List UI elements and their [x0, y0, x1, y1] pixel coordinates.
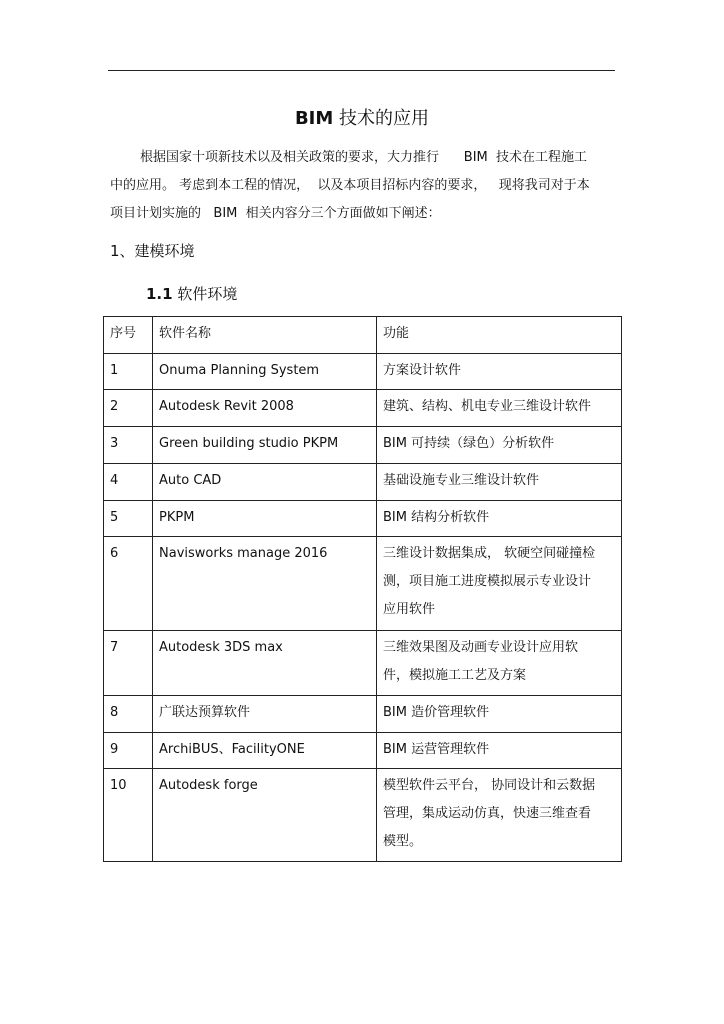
cell-no: 10	[104, 769, 153, 862]
function-line: 测，项目施工进度模拟展示专业设计	[383, 574, 592, 589]
title-bim: BIM	[294, 108, 334, 129]
cell-no: 8	[104, 696, 153, 733]
function-line: 件，模拟施工工艺及方案	[383, 668, 527, 683]
cell-function	[377, 769, 622, 862]
cell-name: Green building studio PKPM	[153, 427, 377, 464]
software-table	[103, 316, 622, 862]
function-line: 管理，集成运动仿真，快速三维查看	[383, 806, 592, 821]
header-name: 软件名称	[153, 317, 377, 354]
table-row	[104, 769, 622, 862]
cell-function: BIM 结构分析软件	[377, 501, 622, 537]
table-row	[104, 631, 622, 696]
table-row	[104, 696, 622, 733]
table-row	[104, 427, 622, 464]
section-heading-1: 1、建模环境	[110, 242, 195, 260]
cell-no: 4	[104, 464, 153, 501]
section-number: 1.1	[146, 285, 173, 303]
cell-function	[377, 631, 622, 696]
cell-name: Auto CAD	[153, 464, 377, 501]
section-heading-1-1	[146, 284, 237, 304]
header-no: 序号	[104, 317, 153, 354]
table-row	[104, 537, 622, 631]
function-line: 三维效果图及动画专业设计应用软	[383, 640, 579, 655]
table-row	[104, 733, 622, 769]
cell-no: 6	[104, 537, 153, 631]
cell-name: Autodesk forge	[153, 769, 377, 862]
function-line: 模型软件云平台， 协同设计和云数据	[383, 778, 596, 793]
cell-function: 基础设施专业三维设计软件	[377, 464, 622, 501]
cell-name: Onuma Planning System	[153, 354, 377, 390]
cell-name: Autodesk Revit 2008	[153, 390, 377, 427]
intro-paragraph-line-3: 项目计划实施的 BIM 相关内容分三个方面做如下阐述：	[110, 206, 441, 221]
table-row	[104, 354, 622, 390]
cell-name: 广联达预算软件	[153, 696, 377, 733]
cell-name: Navisworks manage 2016	[153, 537, 377, 631]
intro-paragraph-line-2: 中的应用。 考虑到本工程的情况， 以及本项目招标内容的要求， 现将我司对于本	[110, 178, 590, 193]
cell-no: 9	[104, 733, 153, 769]
cell-no: 3	[104, 427, 153, 464]
intro-paragraph-line-1: 根据国家十项新技术以及相关政策的要求，大力推行 BIM 技术在工程施工	[140, 150, 588, 165]
function-line: 三维设计数据集成， 软硬空间碰撞检	[383, 546, 596, 561]
cell-name: PKPM	[153, 501, 377, 537]
cell-function: BIM 造价管理软件	[377, 696, 622, 733]
cell-function: 建筑、结构、机电专业三维设计软件	[377, 390, 622, 427]
cell-name: ArchiBUS、FacilityONE	[153, 733, 377, 769]
function-line: 应用软件	[383, 602, 436, 617]
table-row	[104, 390, 622, 427]
cell-no: 1	[104, 354, 153, 390]
cell-function	[377, 537, 622, 631]
header-rule	[108, 70, 615, 71]
cell-function: BIM 运营管理软件	[377, 733, 622, 769]
cell-no: 5	[104, 501, 153, 537]
cell-name: Autodesk 3DS max	[153, 631, 377, 696]
cell-no: 7	[104, 631, 153, 696]
cell-no: 2	[104, 390, 153, 427]
page-title	[0, 106, 724, 132]
function-line: 模型。	[383, 834, 423, 849]
cell-function: 方案设计软件	[377, 354, 622, 390]
cell-function: BIM 可持续（绿色）分析软件	[377, 427, 622, 464]
title-text: 技术的应用	[333, 108, 430, 129]
section-title: 软件环境	[172, 285, 238, 303]
table-header-row	[104, 317, 622, 354]
header-function: 功能	[377, 317, 622, 354]
table-row	[104, 464, 622, 501]
table-row	[104, 501, 622, 537]
